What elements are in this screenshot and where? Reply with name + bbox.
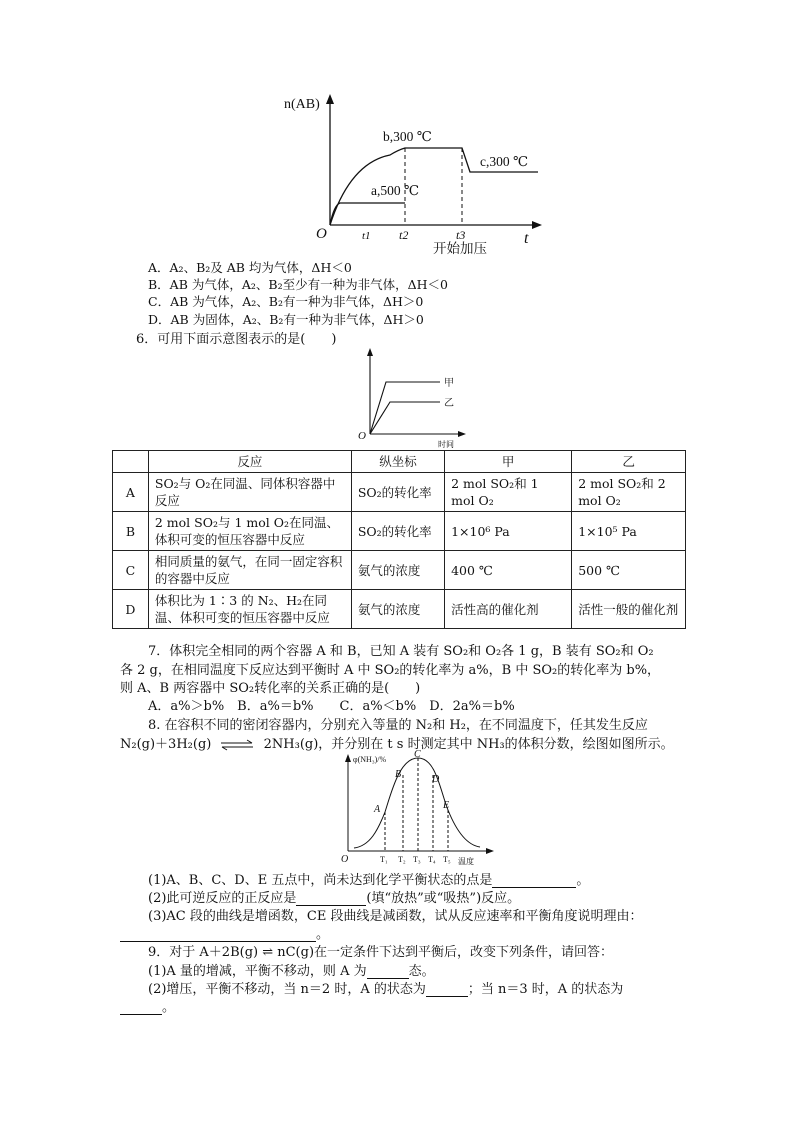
answer-blank[interactable] [296, 891, 366, 906]
x-axis-arrow [458, 431, 466, 437]
header-cell: 反应 [148, 451, 351, 473]
q8-sub2-text-b: (填“放热”或“吸热”)反应。 [366, 891, 521, 906]
q8-sub3-answer [120, 923, 329, 942]
header-cell: 乙 [572, 451, 686, 473]
q8-line-1: 8. 在容积不同的密闭容器内，分别充入等量的 N₂和 H₂，在不同温度下，任其发生反应 [148, 718, 648, 733]
figure-q6-schematic [350, 344, 470, 450]
origin-label: O [316, 226, 327, 242]
reaction-cell: 2 mol SO₂与 1 mol O₂在同温、体积可变的恒压容器中反应 [148, 512, 351, 551]
q9-sub2 [148, 978, 623, 997]
curve-nh3 [354, 758, 480, 848]
answer-blank[interactable] [120, 927, 316, 942]
yi-cell: 活性一般的催化剂 [572, 590, 686, 629]
header-cell [113, 451, 149, 473]
note-start-pressure: 开始加压 [433, 241, 487, 257]
q5-option-d: D．AB 为固体，A₂、B₂有一种为非气体，ΔH＞0 [148, 312, 424, 327]
reaction-cell: 体积比为 1∶3 的 N₂、H₂在同温、体积可变的恒压容器中反应 [148, 590, 351, 629]
y-axis-label: φ(NH₃)/% [353, 755, 387, 764]
q8-sub2 [148, 887, 520, 906]
header-cell: 甲 [445, 451, 572, 473]
yi-cell: 500 ℃ [572, 551, 686, 590]
curve-jia [370, 382, 440, 434]
answer-blank[interactable] [426, 982, 468, 997]
jia-cell: 活性高的催化剂 [445, 590, 572, 629]
q5-option-a: A．A₂、B₂及 AB 均为气体，ΔH＜0 [148, 260, 352, 275]
yi-cell: 2 mol SO₂和 2 mol O₂ [572, 473, 686, 512]
jia-cell: 400 ℃ [445, 551, 572, 590]
x-axis-label: 时间 [438, 440, 454, 449]
q9-sub1-text-a: (1)A 量的增减，平衡不移动，则 A 为 [148, 964, 367, 979]
tick-t5: T₅ [443, 855, 451, 864]
point-a-label: A [374, 804, 381, 815]
q7-line-3: 则 A、B 两容器中 SO₂转化率的关系正确的是( ) [120, 681, 421, 696]
q8-sub1-end: 。 [576, 873, 590, 888]
q9-line-1: 9．对于 A＋2B(g) ⇌ nC(g)在一定条件下达到平衡后，改变下列条件，请回答： [148, 945, 614, 960]
q8-sub1-text: (1)A、B、C、D、E 五点中，尚未达到化学平衡状态的点是 [148, 873, 493, 888]
curve-yi [370, 402, 440, 434]
curve-a [330, 203, 405, 225]
table-row [113, 473, 686, 512]
y-axis-label: n(AB) [284, 97, 320, 112]
q8-sub1 [148, 869, 589, 888]
q5-option-b: B．AB 为气体，A₂、B₂至少有一种为非气体，ΔH＜0 [148, 277, 448, 292]
y-axis-arrow [345, 754, 351, 762]
label-jia: 甲 [444, 378, 454, 389]
q8-sub3-end: 。 [316, 927, 330, 942]
ordinate-cell: SO₂的转化率 [351, 512, 444, 551]
q9-sub1 [148, 960, 435, 979]
origin-label: O [358, 430, 366, 442]
answer-blank[interactable] [120, 1000, 162, 1015]
eq-right: 2NH₃(g)，并分别在 t s 时测定其中 NH₃的体积分数，绘图如图所示。 [263, 737, 674, 752]
answer-blank[interactable] [492, 873, 576, 888]
q8-sub2-text-a: (2)此可逆反应的正反应是 [148, 891, 297, 906]
tick-t2: t2 [399, 228, 409, 242]
y-axis-arrow [326, 94, 334, 104]
q6-stem: 6．可用下面示意图表示的是( ) [136, 332, 337, 347]
answer-blank[interactable] [367, 964, 409, 979]
tick-t1: T₁ [380, 855, 388, 864]
tick-t4: T₄ [428, 855, 436, 864]
tick-t3: t3 [456, 228, 466, 242]
option-letter: A [113, 473, 149, 512]
q9-sub2-answer [120, 996, 175, 1015]
jia-cell: 2 mol SO₂和 1 mol O₂ [445, 473, 572, 512]
q9-sub1-text-b: 态。 [408, 964, 435, 979]
yi-cell: 1×10⁵ Pa [572, 512, 686, 551]
table-header-row [113, 451, 686, 473]
x-axis-arrow [486, 848, 494, 854]
reaction-cell: SO₂与 O₂在同温、同体积容器中反应 [148, 473, 351, 512]
figure-q8-nh3-vs-temperature [340, 750, 500, 868]
q9-sub2-text-b: ；当 n＝3 时，A 的状态为 [467, 982, 624, 997]
q6-options-table [112, 450, 686, 629]
q5-option-c: C．AB 为气体，A₂、B₂有一种为非气体，ΔH＞0 [148, 294, 424, 309]
point-b-label: B [395, 769, 402, 780]
table-row [113, 512, 686, 551]
tick-t3: T₃ [413, 855, 421, 864]
point-e-label: E [443, 800, 450, 811]
figure-n-ab-vs-time [270, 88, 570, 260]
label-a: a,500 ℃ [371, 183, 420, 198]
ordinate-cell: SO₂的转化率 [351, 473, 444, 512]
x-axis-label: t [524, 230, 529, 247]
ordinate-cell: 氨气的浓度 [351, 551, 444, 590]
ordinate-cell: 氨气的浓度 [351, 590, 444, 629]
x-axis-arrow [532, 221, 542, 229]
option-letter: D [113, 590, 149, 629]
q8-sub3: (3)AC 段的曲线是增函数，CE 段曲线是减函数，试从反应速率和平衡角度说明理由： [148, 909, 643, 924]
q7-options: A．a%＞b% B．a%＝b% C．a%＜b% D．2a%＝b% [148, 699, 515, 714]
table-row [113, 551, 686, 590]
q9-sub2-end: 。 [162, 1000, 176, 1015]
eq-left: N₂(g)＋3H₂(g) [120, 737, 212, 752]
reaction-cell: 相同质量的氨气，在同一固定容积的容器中反应 [148, 551, 351, 590]
x-axis-label: 温度 [458, 857, 474, 866]
tick-t2: T₂ [398, 855, 406, 864]
label-c: c,300 ℃ [480, 154, 529, 169]
table-row [113, 590, 686, 629]
point-d-label: D [432, 774, 440, 785]
label-b: b,300 ℃ [383, 129, 432, 144]
equilibrium-arrow-icon [219, 739, 255, 751]
tick-t1: t1 [362, 230, 371, 242]
q7-line-1: 7．体积完全相同的两个容器 A 和 B，已知 A 装有 SO₂和 O₂各 1 g，B 装有 SO₂和 O₂ [148, 644, 654, 659]
header-cell: 纵坐标 [351, 451, 444, 473]
origin-label: O [341, 854, 349, 865]
q9-sub2-text-a: (2)增压，平衡不移动，当 n＝2 时，A 的状态为 [148, 982, 426, 997]
option-letter: C [113, 551, 149, 590]
label-yi: 乙 [444, 398, 454, 409]
q7-line-2: 各 2 g，在相同温度下反应达到平衡时 A 中 SO₂的转化率为 a%，B 中 SO₂的转化率为 b%， [120, 663, 661, 678]
y-axis-arrow [367, 348, 373, 356]
option-letter: B [113, 512, 149, 551]
jia-cell: 1×10⁶ Pa [445, 512, 572, 551]
point-c-label: C [414, 750, 421, 760]
